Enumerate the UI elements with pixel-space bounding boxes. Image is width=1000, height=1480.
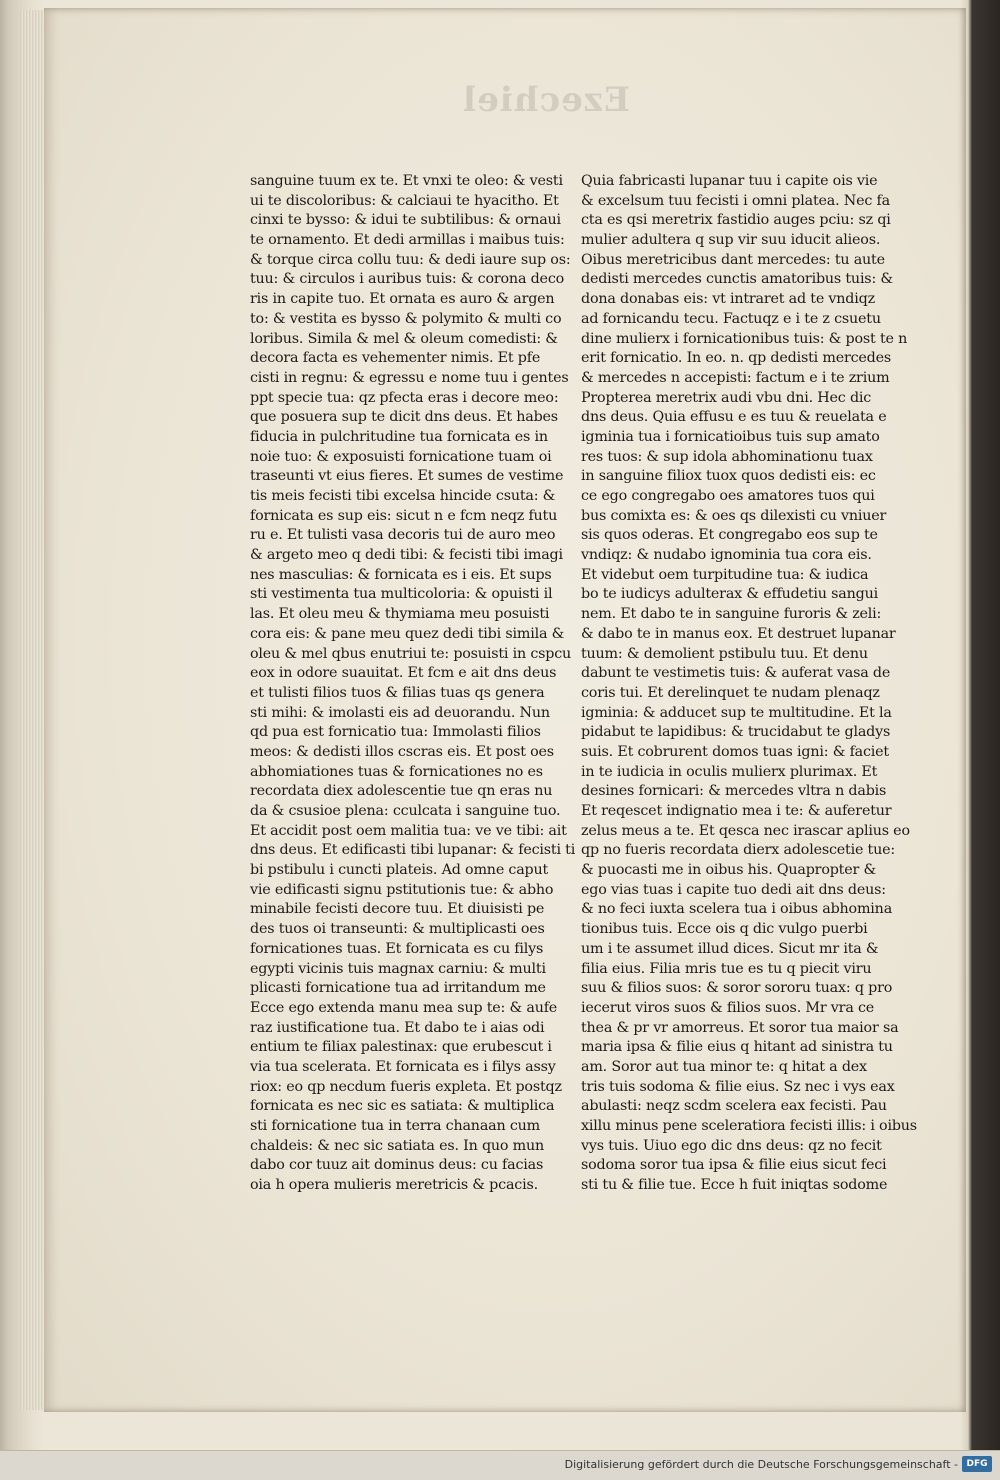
text-line: te ornamento. Et dedi armillas i maibus tuis: — [250, 232, 565, 249]
text-line: que posuera sup te dicit dns deus. Et habes — [250, 409, 558, 426]
text-line: res tuos: & sup idola abhominationu tuax — [581, 448, 873, 465]
text-line: oia h opera mulieris meretricis & pcacis. — [250, 1177, 538, 1194]
text-line: igminia tua i fornicatioibus tuis sup amato — [581, 428, 880, 445]
right-column — [581, 172, 917, 1196]
text-line: qp no fueris recordata dierx adolescetie tue: — [581, 842, 895, 859]
text-line: entium te filiax palestinax: que erubescut i — [250, 1039, 552, 1056]
text-line: Et accidit post oem malitia tua: ve ve tibi: ait — [250, 822, 567, 839]
left-column — [250, 172, 576, 1196]
text-line: tuum: & demolient pstibulu tuu. Et denu — [581, 645, 868, 662]
text-line: bus comixta es: & oes qs dilexisti cu vniuer — [581, 507, 887, 524]
text-line: fornicata es sup eis: sicut n e fcm neqz futu — [250, 507, 558, 524]
text-line: dabo cor tuuz ait dominus deus: cu facias — [250, 1157, 544, 1174]
text-line: mulier adultera q sup vir suu iducit alieos. — [581, 232, 881, 249]
text-line: cinxi te bysso: & idui te subtilibus: & ornaui — [250, 212, 561, 229]
text-line: Ecce ego extenda manu mea sup te: & aufe — [250, 999, 558, 1016]
text-line: in te iudicia in oculis mulierx plurimax. Et — [581, 763, 878, 780]
text-line: tionibus tuis. Ecce ois q dic vulgo puerbi — [581, 921, 868, 938]
text-line: ris in capite tuo. Et ornata es auro & argen — [250, 291, 555, 308]
text-line: igminia: & adducet sup te multitudine. Et la — [581, 704, 892, 721]
text-line: loribus. Simila & mel & oleum comedisti: & — [250, 330, 558, 347]
text-line: da & csusioe plena: cculcata i sanguine tuo. — [250, 803, 561, 819]
text-line: fiducia in pulchritudine tua fornicata es in — [250, 428, 548, 445]
text-line: fornicata es nec sic es satiata: & multiplica — [250, 1098, 555, 1115]
text-line: maria ipsa & filie eius q hitant ad sinistra tu — [581, 1039, 893, 1056]
text-line: ad fornicandu tecu. Factuqz e i te z csuetu — [581, 310, 881, 327]
text-line: suis. Et cobrurent domos tuas igni: & faciet — [581, 743, 889, 760]
text-line: et tulisti filios tuos & filias tuas qs genera — [250, 684, 545, 701]
text-line: Propterea meretrix audi vbu dni. Hec dic — [581, 389, 872, 406]
text-line: des tuos oi transeunti: & multiplicasti oes — [250, 921, 545, 938]
text-line: in sanguine filiox tuox quos dedisti eis: ec — [581, 468, 876, 485]
text-line: & torque circa collu tuu: & dedi iaure sup os: — [250, 251, 571, 268]
text-line: nem. Et dabo te in sanguine furoris & zeli: — [581, 606, 882, 623]
text-line: ego vias tuas i capite tuo dedi ait dns deus: — [581, 881, 886, 898]
text-line: & puocasti me in oibus his. Quapropter & — [581, 862, 876, 879]
text-line: abhomiationes tuas & fornicationes no es — [250, 763, 543, 780]
text-line: meos: & dedisti illos cscras eis. Et post oes — [250, 743, 554, 760]
text-line: chaldeis: & nec sic satiata es. In quo mun — [250, 1137, 545, 1154]
text-line: iecerut viros suos & filios suos. Mr vra ce — [581, 999, 875, 1016]
text-line: filia eius. Filia mris tue es tu q piecit viru — [581, 960, 872, 977]
text-line: egypti vicinis tuis magnax carniu: & multi — [250, 960, 546, 977]
text-line: plicasti fornicatione tua ad irritandum me — [250, 980, 546, 997]
text-line: tris tuis sodoma & filie eius. Sz nec i vys eax — [581, 1078, 895, 1095]
text-line: Quia fabricasti lupanar tuu i capite ois vie — [581, 173, 878, 189]
text-line: vndiqz: & nudabo ignominia tua cora eis. — [581, 547, 872, 564]
dfg-logo: DFG — [962, 1456, 992, 1472]
text-line: ru e. Et tulisti vasa decoris tui de auro meo — [250, 527, 556, 544]
text-line: suu & filios suos: & soror sororu tuax: q pro — [581, 980, 893, 997]
text-line: & excelsum tuu fecisti i omni platea. Nec fa — [581, 192, 890, 209]
text-line: nes masculias: & fornicata es i eis. Et sups — [250, 566, 552, 583]
text-line: um i te assumet illud dices. Sicut mr ita & — [581, 940, 879, 957]
text-line: ppt specie tua: qz pfecta eras i decore meo: — [250, 389, 559, 406]
text-line: ui te discoloribus: & calciaui te hyacitho. Et — [250, 192, 559, 209]
text-line: decora facta es vehementer nimis. Et pfe — [250, 350, 541, 367]
text-line: trasеunti vt eius fieres. Et sumes de vestime — [250, 468, 564, 485]
text-line: & dabo te in manus eox. Et destruet lupanar — [581, 625, 896, 642]
text-line: pidabut te lapidibus: & trucidabut te gladys — [581, 724, 891, 741]
text-line: via tua scelerata. Et fornicata es i filys assy — [250, 1058, 556, 1075]
text-line: cora eis: & pane meu quez dedi tibi simila & — [250, 625, 565, 642]
text-line: coris tui. Et derelinquet te nudam plenaqz — [581, 684, 880, 701]
text-line: sis quos oderas. Et congregabo eos sup te — [581, 527, 878, 544]
text-line: Et reqescet indignatio mea i te: & auferetur — [581, 803, 892, 819]
text-line: thea & pr vr amorreus. Et soror tua maior sa — [581, 1019, 899, 1036]
text-line: sodoma soror tua ipsa & filie eius sicut feci — [581, 1157, 887, 1174]
text-line: Oibus meretricibus dant mercedes: tu aute — [581, 251, 885, 268]
text-line: erit fornicatio. In eo. n. qp dedisti mercedes — [581, 350, 892, 367]
text-line: bi pstibulu i cuncti plateis. Ad omne caput — [250, 862, 549, 879]
text-line: tis meis fecisti tibi excelsa hincide csuta: & — [250, 488, 556, 504]
text-line: dedisti mercedes cunctis amatoribus tuis: & — [581, 271, 893, 288]
text-line: to: & vestita es bysso & polymito & multi co — [250, 310, 562, 327]
text-line: fornicationes tuas. Et fornicata es cu filys — [250, 940, 544, 957]
page-edges — [20, 10, 46, 1410]
text-line: dns deus. Et edificasti tibi lupanar: & fecisti ti — [250, 842, 576, 859]
text-line: sanguine tuum ex te. Et vnxi te oleo: & vesti — [250, 173, 563, 189]
footer-bar — [0, 1450, 1000, 1480]
text-line: las. Et oleu meu & thymiama meu posuisti — [250, 606, 550, 623]
text-line: minabile fecisti decore tuu. Et diuisisti pe — [250, 901, 545, 918]
text-line: ce ego congregabo oes amatores tuos qui — [581, 488, 875, 504]
text-line: eox in odore suauitat. Et fcm e ait dns deus — [250, 665, 557, 682]
text-line: sti mihi: & imolasti eis ad deuorandu. Nun — [250, 704, 550, 721]
footer-credit: Digitalisierung gefördert durch die Deutsche Forschungsgemeinschaft - — [564, 1458, 958, 1471]
text-line: bo te iudicys adulterax & effudetiu sangui — [581, 586, 878, 603]
text-line: abulasti: neqz scdm scelera eax fecisti. Pau — [581, 1098, 887, 1115]
text-line: sti tu & filie tue. Ecce h fuit iniqtas sodome — [581, 1177, 888, 1194]
text-line: am. Soror aut tua minor te: q hitat a dex — [581, 1058, 867, 1075]
text-line: oleu & mel qbus enutriui te: posuisti in cspcu — [250, 645, 572, 662]
text-line: cta es qsi meretrix fastidio auges pciu: sz qi — [581, 212, 891, 229]
text-line: Et videbut oem turpitudine tua: & iudica — [581, 566, 869, 583]
text-line: recordata diex adolescentie tue qn eras nu — [250, 783, 553, 800]
text-line: tuu: & circulos i auribus tuis: & corona deco — [250, 271, 565, 288]
text-line: vys tuis. Uiuo ego dic dns deus: qz no fecit — [581, 1137, 882, 1154]
text-line: dine mulierx i fornicationibus tuis: & post te n — [581, 330, 908, 347]
text-line: & mercedes n accepisti: factum e i te zrium — [581, 369, 890, 386]
text-line: noie tuo: & exposuisti fornicatione tuam oi — [250, 448, 552, 465]
text-line: sti fornicatione tua in terra chanaan cum — [250, 1118, 540, 1134]
text-line: dona donabas eis: vt intraret ad te vndiqz — [581, 291, 875, 308]
text-line: dns deus. Quia effusu e es tuu & reuelata e — [581, 409, 887, 426]
text-line: zelus meus a te. Et qesca nec irascar aplius eo — [581, 822, 910, 839]
text-line: xillu minus pene sceleratiora fecisti illis: i oibus — [581, 1118, 917, 1134]
text-line: raz iustificatione tua. Et dabo te i aias odi — [250, 1019, 545, 1036]
text-line: dabunt te vestimetis tuis: & auferat vasa de — [581, 665, 891, 682]
text-line: desines fornicari: & mercedes vltra n dabis — [581, 783, 887, 800]
text-line: & no feci iuxta scelera tua i oibus abhomina — [581, 901, 893, 918]
text-line: riox: eo qp necdum fueris expleta. Et postqz — [250, 1078, 562, 1095]
running-header: Ezechiel — [462, 80, 630, 120]
text-line: & argeto meo q dedi tibi: & fecisti tibi imagi — [250, 547, 563, 564]
text-line: sti vestimenta tua multicoloria: & opuisti il — [250, 586, 553, 603]
text-line: qd pua est fornicatio tua: Immolasti filios — [250, 724, 541, 741]
text-line: vie edificasti signu pstitutionis tue: & abho — [250, 881, 554, 898]
text-line: cisti in regnu: & egressu e nome tuu i gentes — [250, 369, 569, 386]
